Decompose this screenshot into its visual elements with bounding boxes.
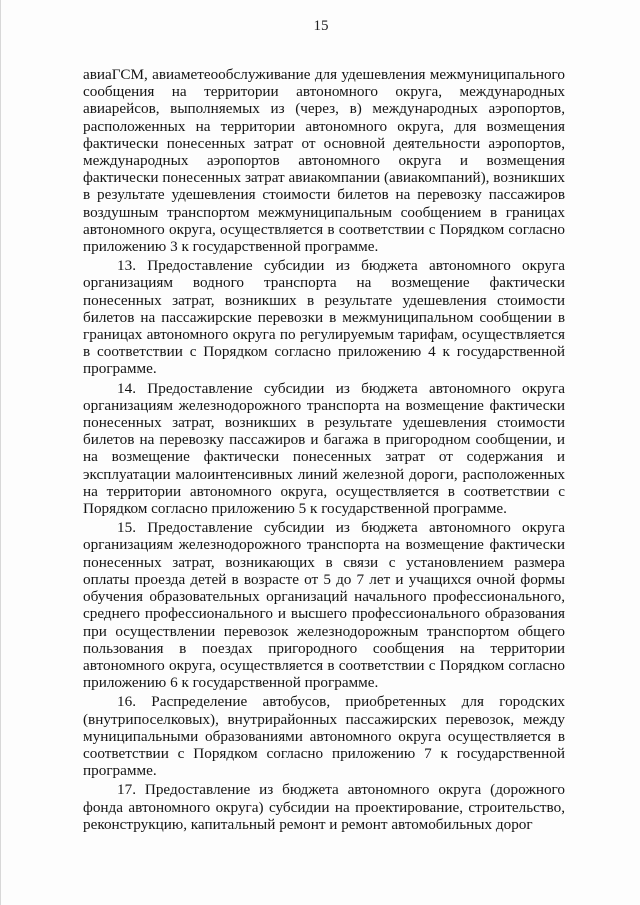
page-number: 15 <box>313 18 329 34</box>
paragraph-15: 15. Предоставление субсидии из бюджета автономного округа организациям железнодорожного транспорта на возмещение фактически понесенных затрат, возникающих в связи с установлением размера оплаты проезда детей в возрасте от 5 до 7 лет и учащихся очной формы обучения образовательных организаций начального профессионального, среднего профессионального и высшего профессионального образования при осуществлении перевозок железнодорожным транспортом общего пользования в поездах пригородного сообщения на территории автономного округа, осуществляется в соответствии с Порядком согласно приложению 6 к государственной программе. <box>83 519 565 692</box>
paragraph-16: 16. Распределение автобусов, приобретенных для городских (внутрипоселковых), внутрирайонных пассажирских перевозок, между муниципальными образованиями автономного округа осуществляется в соответствии с Порядком согласно приложению 7 к государственной программе. <box>83 693 565 780</box>
paragraph-14: 14. Предоставление субсидии из бюджета автономного округа организациям железнодорожного транспорта на возмещение фактически понесенных затрат, возникших в результате удешевления стоимости билетов на перевозку пассажиров и багажа в пригородном сообщении, и на возмещение фактически понесенных затрат от содержания и эксплуатации малоинтенсивных линий железной дороги, расположенных на территории автономного округа, осуществляется в соответствии с Порядком согласно приложению 5 к государственной программе. <box>83 379 565 518</box>
document-body <box>83 66 565 835</box>
paragraph-17: 17. Предоставление из бюджета автономного округа (дорожного фонда автономного округа) субсидии на проектирование, строительство, реконструкцию, капитальный ремонт и ремонт автомобильных дорог <box>83 781 565 833</box>
paragraph-13: 13. Предоставление субсидии из бюджета автономного округа организациям водного транспорта на возмещение фактически понесенных затрат, возникших в результате удешевления стоимости билетов на пассажирские перевозки в межмуниципальном сообщении в границах автономного округа по регулируемым тарифам, осуществляется в соответствии с Порядком согласно приложению 4 к государственной программе. <box>83 257 565 378</box>
paragraph-continuation: авиаГСМ, авиаметеообслуживание для удешевления межмуниципального сообщения на территории автономного округа, международных авиарейсов, выполняемых из (через, в) международных аэропортов, расположенных на территории автономного округа, для возмещения фактически понесенных затрат от основной деятельности аэропортов, международных аэропортов автономного округа и возмещения фактически понесенных затрат авиакомпании (авиакомпаний), возникших в результате удешевления стоимости билетов на перевозку пассажиров воздушным транспортом межмуниципальным сообщением в границах автономного округа, осуществляется в соответствии с Порядком согласно приложению 3 к государственной программе. <box>83 66 565 256</box>
